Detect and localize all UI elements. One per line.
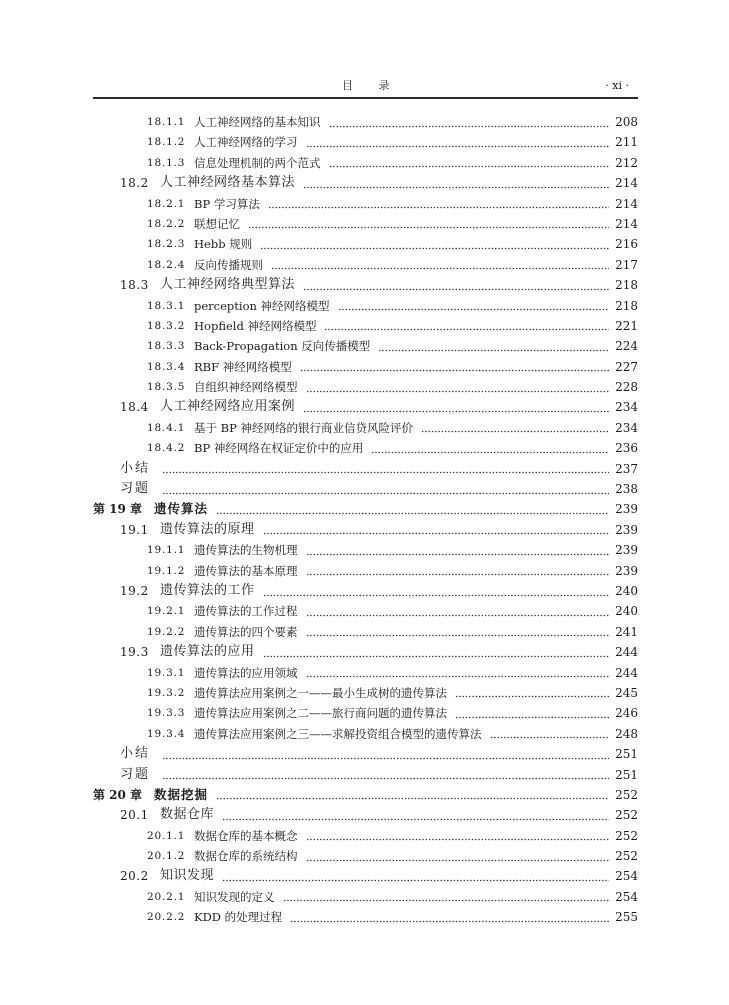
entry-title: 习题: [120, 766, 151, 782]
entry-number: 18.1.2: [147, 136, 186, 149]
entry-page-number: 211: [615, 135, 638, 150]
entry-title: 基于 BP 神经网络的银行商业信贷风险评价: [194, 420, 413, 435]
dot-leader: [162, 765, 609, 785]
entry-title: 遗传算法应用案例之三——求解投资组合模型的遗传算法: [194, 726, 482, 741]
entry-title: 小结: [120, 460, 151, 476]
dot-leader: [306, 377, 610, 397]
toc-entry-subsection: [93, 907, 638, 927]
entry-title: 遗传算法的原理: [160, 521, 255, 537]
toc-entry-section: [93, 520, 638, 540]
entry-number: 19.2.1: [147, 605, 186, 618]
entry-number: 19.3.2: [147, 686, 186, 699]
entry-number: 18.2.1: [147, 197, 186, 210]
entry-page-number: 227: [615, 359, 638, 374]
entry-page-number: 239: [615, 502, 638, 517]
entry-title: Hopfield 神经网络模型: [194, 318, 317, 333]
entry-page-number: 240: [615, 583, 638, 598]
entry-number: 19.1.1: [147, 544, 186, 557]
entry-number: 19.1.2: [147, 564, 186, 577]
toc-entry-summary: [93, 744, 638, 764]
toc-entry-section: [93, 642, 638, 662]
dot-leader: [455, 703, 609, 723]
entry-number: 19.3: [120, 645, 149, 660]
entry-page-number: 251: [615, 747, 638, 762]
page-number-label: · xi ·: [605, 79, 629, 92]
toc-entry-subsection: [93, 601, 638, 621]
entry-number: 18.3.3: [147, 340, 186, 353]
entry-title: KDD 的处理过程: [194, 910, 283, 925]
toc-entry-section: [93, 173, 638, 193]
toc-entry-subsection: [93, 846, 638, 866]
entry-page-number: 239: [615, 543, 638, 558]
dot-leader: [421, 418, 609, 438]
entry-title: 遗传算法应用案例之二——旅行商问题的遗传算法: [194, 706, 447, 721]
entry-title: 遗传算法的工作过程: [194, 604, 298, 619]
dot-leader: [263, 642, 609, 662]
entry-title: 人工神经网络典型算法: [160, 277, 296, 293]
entry-page-number: 237: [615, 461, 638, 476]
header-rule: [93, 97, 638, 99]
toc-entry-subsection: [93, 336, 638, 356]
dot-leader: [290, 907, 609, 927]
entry-title: 遗传算法的生物机理: [194, 543, 298, 558]
dot-leader: [268, 194, 609, 214]
entry-title: 知识发现: [160, 868, 215, 884]
entry-title: 人工神经网络的学习: [194, 135, 298, 150]
toc-entry-summary: [93, 765, 638, 785]
dot-leader: [303, 397, 609, 417]
entry-title: 习题: [120, 481, 151, 497]
entry-number: 19.2.2: [147, 625, 186, 638]
dot-leader: [162, 744, 609, 764]
entry-page-number: 252: [615, 808, 638, 823]
entry-number: 20.1: [120, 808, 149, 823]
entry-page-number: 255: [615, 910, 638, 925]
toc-entry-subsection: [93, 194, 638, 214]
entry-page-number: 246: [615, 706, 638, 721]
toc-entry-summary: [93, 459, 638, 479]
entry-page-number: 240: [615, 604, 638, 619]
entry-number: 18.3.1: [147, 299, 186, 312]
entry-title: 人工神经网络应用案例: [160, 399, 296, 415]
dot-leader: [378, 336, 609, 356]
entry-title: 信息处理机制的两个范式: [194, 155, 321, 170]
entry-number: 19.2: [120, 583, 149, 598]
toc-entry-subsection: [93, 887, 638, 907]
entry-page-number: 244: [615, 665, 638, 680]
toc-entry-subsection: [93, 153, 638, 173]
entry-number: 20.1.1: [147, 829, 186, 842]
entry-number: 18.3: [120, 278, 149, 293]
entry-number: 18.2.3: [147, 238, 186, 251]
toc-entry-section: [93, 805, 638, 825]
dot-leader: [324, 316, 609, 336]
dot-leader: [306, 540, 610, 560]
entry-page-number: 218: [615, 298, 638, 313]
dot-leader: [306, 663, 610, 683]
toc-entry-subsection: [93, 132, 638, 152]
toc-entry-subsection: [93, 112, 638, 132]
entry-page-number: 214: [615, 216, 638, 231]
dot-leader: [306, 622, 610, 642]
entry-page-number: 244: [615, 645, 638, 660]
entry-page-number: 214: [615, 176, 638, 191]
entry-page-number: 217: [615, 257, 638, 272]
entry-number: 18.1.3: [147, 156, 186, 169]
entry-page-number: 241: [615, 624, 638, 639]
dot-leader: [306, 826, 610, 846]
entry-title: 遗传算法的四个要素: [194, 624, 298, 639]
entry-number: 20.2.2: [147, 911, 186, 924]
entry-page-number: 252: [615, 787, 638, 802]
entry-number: 19.3.1: [147, 666, 186, 679]
entry-title: 人工神经网络的基本知识: [194, 115, 321, 129]
toc-entry-section: [93, 397, 638, 417]
entry-number: 19.1: [120, 522, 149, 537]
entry-title: 遗传算法应用案例之一——最小生成树的遗传算法: [194, 685, 447, 700]
entry-title: 数据挖掘: [154, 786, 209, 802]
entry-number: 18.4: [120, 400, 149, 415]
dot-leader: [162, 479, 609, 499]
toc-entry-subsection: [93, 214, 638, 234]
entry-title: Back-Propagation 反向传播模型: [194, 339, 371, 354]
dot-leader: [260, 234, 609, 254]
entry-title: 知识发现的定义: [194, 889, 275, 904]
dot-leader: [222, 805, 609, 825]
toc-entry-section: [93, 866, 638, 886]
entry-number: 18.1.1: [147, 116, 186, 128]
dot-leader: [329, 153, 610, 173]
toc-entry-subsection: [93, 724, 638, 744]
dot-leader: [371, 438, 609, 458]
entry-page-number: 216: [615, 237, 638, 252]
entry-page-number: 251: [615, 767, 638, 782]
entry-title: BP 神经网络在权证定价中的应用: [194, 441, 364, 456]
toc-entry-subsection: [93, 234, 638, 254]
dot-leader: [306, 561, 610, 581]
toc-entry-subsection: [93, 377, 638, 397]
entry-title: 遗传算法的工作: [160, 582, 255, 598]
dot-leader: [303, 275, 609, 295]
dot-leader: [455, 683, 609, 703]
entry-page-number: 234: [615, 400, 638, 415]
toc-entry-subsection: [93, 316, 638, 336]
entry-page-number: 254: [615, 869, 638, 884]
toc-entry-subsection: [93, 296, 638, 316]
entry-title: 数据仓库: [160, 807, 215, 823]
entry-title: 数据仓库的系统结构: [194, 849, 298, 864]
entry-number: 第 20 章: [93, 787, 143, 802]
entry-number: 20.2.1: [147, 890, 186, 903]
dot-leader: [222, 866, 609, 886]
dot-leader: [306, 846, 610, 866]
toc-entry-subsection: [93, 622, 638, 642]
entry-page-number: 208: [615, 115, 638, 129]
dot-leader: [306, 601, 610, 621]
entry-title: 自组织神经网络模型: [194, 380, 298, 395]
entry-title: Hebb 规则: [194, 237, 253, 252]
dot-leader: [263, 581, 609, 601]
entry-number: 18.2: [120, 176, 149, 191]
dot-leader: [271, 255, 609, 275]
toc-entry-subsection: [93, 438, 638, 458]
dot-leader: [263, 520, 609, 540]
entry-page-number: 218: [615, 278, 638, 293]
toc-entry-subsection: [93, 826, 638, 846]
entry-number: 19.3.3: [147, 707, 186, 720]
entry-page-number: 228: [615, 380, 638, 395]
entry-number: 18.3.4: [147, 360, 186, 373]
toc-entry-summary: [93, 479, 638, 499]
dot-leader: [300, 357, 609, 377]
toc-entry-section: [93, 275, 638, 295]
entry-title: BP 学习算法: [194, 196, 260, 211]
entry-number: 18.4.2: [147, 442, 186, 455]
entry-page-number: 252: [615, 828, 638, 843]
entry-page-number: 214: [615, 196, 638, 211]
entry-page-number: 234: [615, 420, 638, 435]
running-header-title: 目 录: [342, 79, 390, 92]
entry-number: 18.3.2: [147, 319, 186, 332]
toc-entry-subsection: [93, 703, 638, 723]
entry-page-number: 252: [615, 849, 638, 864]
entry-number: 18.2.4: [147, 258, 186, 271]
entry-page-number: 221: [615, 318, 638, 333]
dot-leader: [329, 112, 610, 132]
entry-title: 遗传算法的应用领域: [194, 665, 298, 680]
entry-title: 小结: [120, 746, 151, 762]
toc-entry-chapter: [93, 499, 638, 519]
toc-entry-subsection: [93, 663, 638, 683]
entry-title: perception 神经网络模型: [194, 298, 330, 313]
toc-entry-chapter: [93, 785, 638, 805]
entry-title: 人工神经网络基本算法: [160, 175, 296, 191]
toc-entry-subsection: [93, 540, 638, 560]
entry-title: 联想记忆: [194, 216, 240, 231]
dot-leader: [216, 785, 609, 805]
table-of-contents: [93, 112, 638, 928]
entry-title: RBF 神经网络模型: [194, 359, 292, 374]
entry-number: 18.4.1: [147, 421, 186, 434]
dot-leader: [306, 132, 610, 152]
entry-title: 遗传算法: [154, 501, 209, 517]
entry-page-number: 236: [615, 441, 638, 456]
dot-leader: [248, 214, 609, 234]
toc-entry-subsection: [93, 418, 638, 438]
entry-title: 遗传算法的基本原理: [194, 563, 298, 578]
dot-leader: [490, 724, 610, 744]
dot-leader: [216, 499, 609, 519]
dot-leader: [303, 173, 609, 193]
toc-entry-subsection: [93, 561, 638, 581]
toc-entry-section: [93, 581, 638, 601]
entry-title: 遗传算法的应用: [160, 644, 255, 660]
entry-page-number: 224: [615, 339, 638, 354]
dot-leader: [162, 459, 609, 479]
dot-leader: [283, 887, 610, 907]
dot-leader: [338, 296, 609, 316]
entry-number: 20.2: [120, 869, 149, 884]
toc-entry-subsection: [93, 683, 638, 703]
toc-entry-subsection: [93, 255, 638, 275]
entry-page-number: 239: [615, 563, 638, 578]
entry-number: 18.2.2: [147, 217, 186, 230]
toc-entry-subsection: [93, 357, 638, 377]
entry-title: 数据仓库的基本概念: [194, 828, 298, 843]
entry-number: 18.3.5: [147, 381, 186, 394]
entry-page-number: 254: [615, 889, 638, 904]
entry-number: 20.1.2: [147, 850, 186, 863]
entry-page-number: 248: [615, 726, 638, 741]
entry-number: 第 19 章: [93, 502, 143, 517]
entry-page-number: 212: [615, 155, 638, 170]
entry-page-number: 245: [615, 685, 638, 700]
entry-page-number: 239: [615, 522, 638, 537]
entry-title: 反向传播规则: [194, 257, 263, 272]
entry-page-number: 238: [615, 482, 638, 497]
entry-number: 19.3.4: [147, 727, 186, 740]
